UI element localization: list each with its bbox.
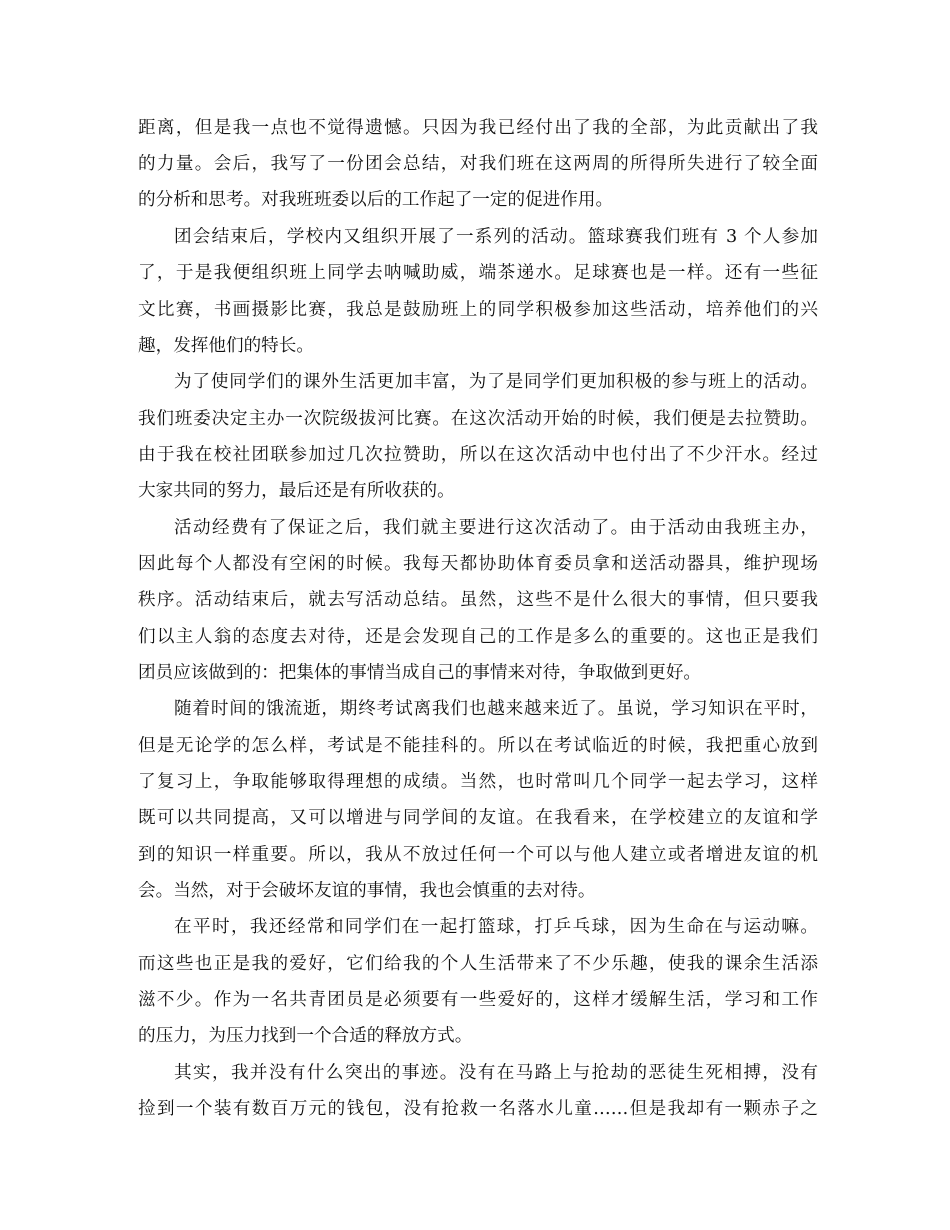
text-line: 文比赛，书画摄影比赛，我总是鼓励班上的同学积极参加这些活动，培养他们的兴	[138, 300, 818, 320]
text-line: 活动经费有了保证之后，我们就主要进行这次活动了。由于活动由我班主办，	[174, 518, 818, 538]
text-line: 的力量。会后，我写了一份团会总结，对我们班在这两周的所得所失进行了较全面	[138, 154, 818, 174]
text-line: 会。当然，对于会破坏友谊的事情，我也会慎重的去对待。	[138, 881, 596, 901]
text-line: 我们班委决定主办一次院级拔河比赛。在这次活动开始的时候，我们便是去拉赞助。	[138, 409, 818, 429]
text-line: 到的知识一样重要。所以，我从不放过任何一个可以与他人建立或者增进友谊的机	[138, 845, 818, 865]
text-line: 团员应该做到的：把集体的事情当成自己的事情来对待，争取做到更好。	[138, 663, 702, 683]
text-line: 由于我在校社团联参加过几次拉赞助，所以在这次活动中也付出了不少汗水。经过	[138, 445, 818, 465]
text-line: 的压力，为压力找到一个合适的释放方式。	[138, 1026, 473, 1046]
text-line: 了，于是我便组织班上同学去呐喊助威，端茶递水。足球赛也是一样。还有一些征	[138, 263, 818, 283]
text-line: 捡到一个装有数百万元的钱包，没有抢救一名落水儿童……但是我却有一颗赤子之	[138, 1099, 818, 1119]
text-line: 随着时间的饿流逝，期终考试离我们也越来越来近了。虽说，学习知识在平时，	[174, 699, 818, 719]
text-line: 为了使同学们的课外生活更加丰富，为了是同学们更加积极的参与班上的活动。	[174, 372, 818, 392]
text-line: 的分析和思考。对我班班委以后的工作起了一定的促进作用。	[138, 190, 614, 210]
text-line: 们以主人翁的态度去对待，还是会发现自己的工作是多么的重要的。这也正是我们	[138, 627, 818, 647]
text-line: 了复习上，争取能够取得理想的成绩。当然，也时常叫几个同学一起去学习，这样	[138, 772, 818, 792]
text-line: 团会结束后，学校内又组织开展了一系列的活动。篮球赛我们班有 3 个人参加	[174, 227, 818, 247]
text-line: 既可以共同提高，又可以增进与同学间的友谊。在我看来，在学校建立的友谊和学	[138, 808, 818, 828]
text-line: 距离，但是我一点也不觉得遗憾。只因为我已经付出了我的全部，为此贡献出了我	[138, 118, 818, 138]
text-line: 其实，我并没有什么突出的事迹。没有在马路上与抢劫的恶徒生死相搏，没有	[174, 1063, 818, 1083]
text-line: 趣，发挥他们的特长。	[138, 336, 314, 356]
text-line: 滋不少。作为一名共青团员是必须要有一些爱好的，这样才缓解生活，学习和工作	[138, 990, 818, 1010]
text-line: 大家共同的努力，最后还是有所收获的。	[138, 481, 455, 501]
text-line: 而这些也正是我的爱好，它们给我的个人生活带来了不少乐趣，使我的课余生活添	[138, 954, 818, 974]
text-line: 在平时，我还经常和同学们在一起打篮球，打乒乓球，因为生命在与运动嘛。	[174, 917, 818, 937]
text-line: 但是无论学的怎么样，考试是不能挂科的。所以在考试临近的时候，我把重心放到	[138, 736, 818, 756]
text-line: 因此每个人都没有空闲的时候。我每天都协助体育委员拿和送活动器具，维护现场	[138, 554, 818, 574]
text-line: 秩序。活动结束后，就去写活动总结。虽然，这些不是什么很大的事情，但只要我	[138, 590, 818, 610]
